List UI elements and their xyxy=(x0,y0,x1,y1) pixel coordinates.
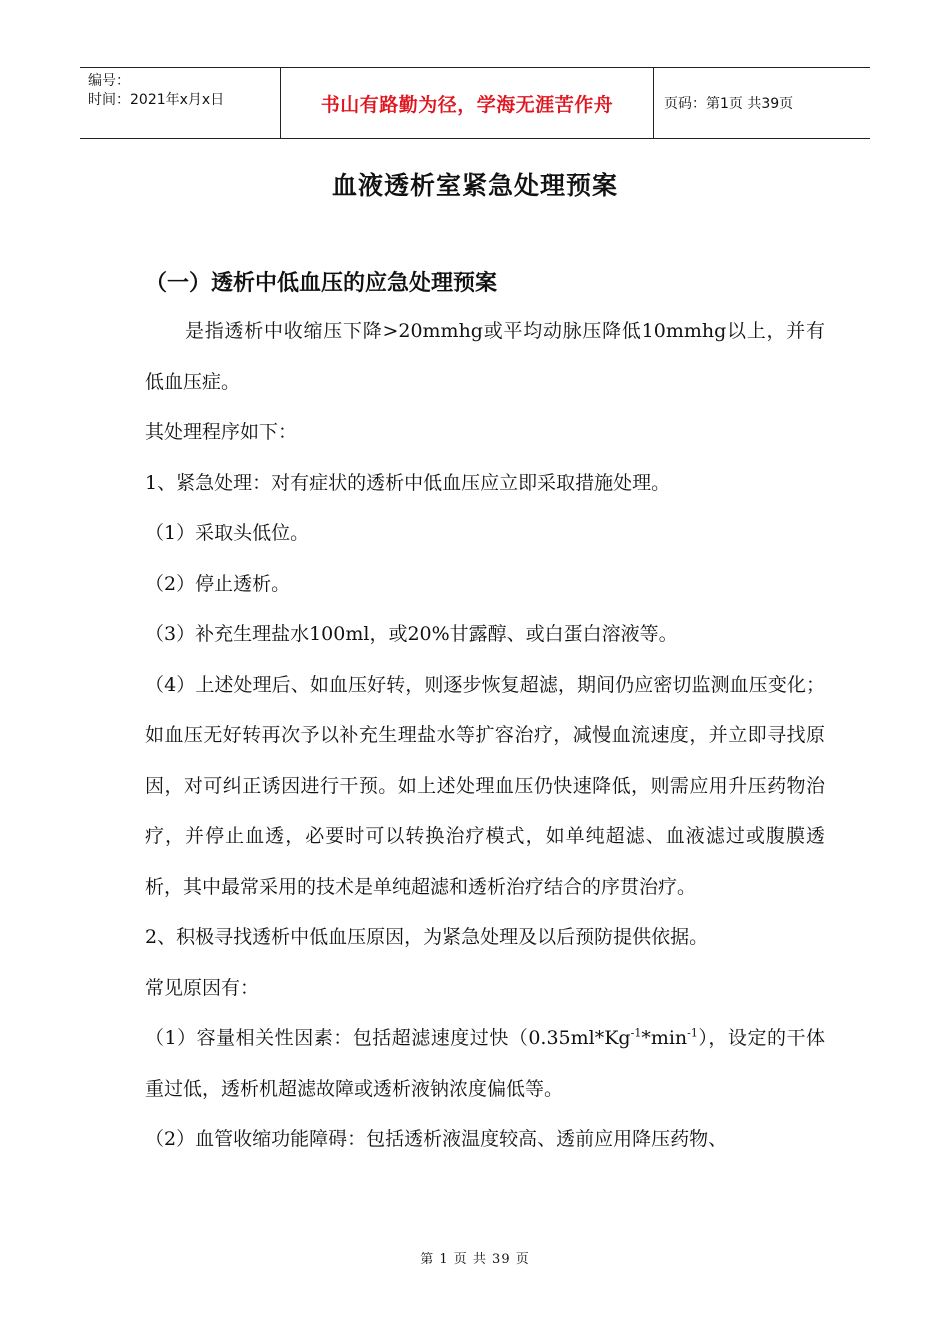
motto-cell xyxy=(281,68,654,138)
page-info-text: 页码：第1页 共39页 xyxy=(664,96,794,112)
step-1: 1、紧急处理：对有症状的透析中低血压应立即采取措施处理。 xyxy=(145,471,671,494)
page-info-cell xyxy=(654,68,870,138)
cause-1-text-c: ），设定的干体重过低，透析机超滤故障或透析液钠浓度偏低等。 xyxy=(145,1027,825,1100)
cause-1-exponent-a: -1 xyxy=(630,1026,642,1040)
cause-1-text-b: *min xyxy=(641,1027,688,1049)
step-1-item: （3）补充生理盐水100ml，或20%甘露醇、或白蛋白溶液等。 xyxy=(145,623,678,645)
cause-1 xyxy=(145,1013,825,1114)
time-label: 时间：2021年x月x日 xyxy=(88,92,225,108)
step-1-item: （4）上述处理后、如血压好转，则逐步恢复超滤，期间仍应密切监测血压变化；如血压无好转再次予以补充生理盐水等扩容治疗，减慢血流速度，并立即寻找原因，对可纠正诱因进行干预。如上述处理血压仍快速降低，则需应用升压药物治疗，并停止血透，必要时可以转换治疗模式，如单纯超滤、血液滤过或腹膜透析，其中最常采用的技术是单纯超滤和透析治疗结合的序贯治疗。 xyxy=(145,673,825,898)
step-2: 2、积极寻找透析中低血压原因，为紧急处理及以后预防提供依据。 xyxy=(145,926,709,948)
causes-lead: 常见原因有： xyxy=(145,976,260,999)
document-body xyxy=(145,266,825,1165)
step-1-item: （2）停止透析。 xyxy=(145,572,291,595)
motto-text: 书山有路勤为径，学海无涯苦作舟 xyxy=(320,93,614,116)
cause-1-exponent-b: -1 xyxy=(687,1026,698,1040)
document-header xyxy=(80,67,870,139)
procedure-lead: 其处理程序如下： xyxy=(145,421,298,443)
page-footer: 第 1 页 共 39 页 xyxy=(420,1252,530,1267)
cause-1-text-a: （1）容量相关性因素：包括超滤速度过快（0.35ml*Kg xyxy=(145,1027,631,1049)
intro-paragraph: 是指透析中收缩压下降>20mmhg或平均动脉压降低10mmhg以上，并有低血压症。 xyxy=(145,320,825,393)
step-1-item: （1）采取头低位。 xyxy=(145,522,310,544)
number-label: 编号： xyxy=(88,73,130,89)
section-heading: （一）透析中低血压的应急处理预案 xyxy=(145,271,498,296)
document-title: 血液透析室紧急处理预案 xyxy=(331,171,618,200)
header-meta-cell xyxy=(80,68,281,138)
cause-2: （2）血管收缩功能障碍：包括透析液温度较高、透前应用降压药物、 xyxy=(145,1128,728,1150)
